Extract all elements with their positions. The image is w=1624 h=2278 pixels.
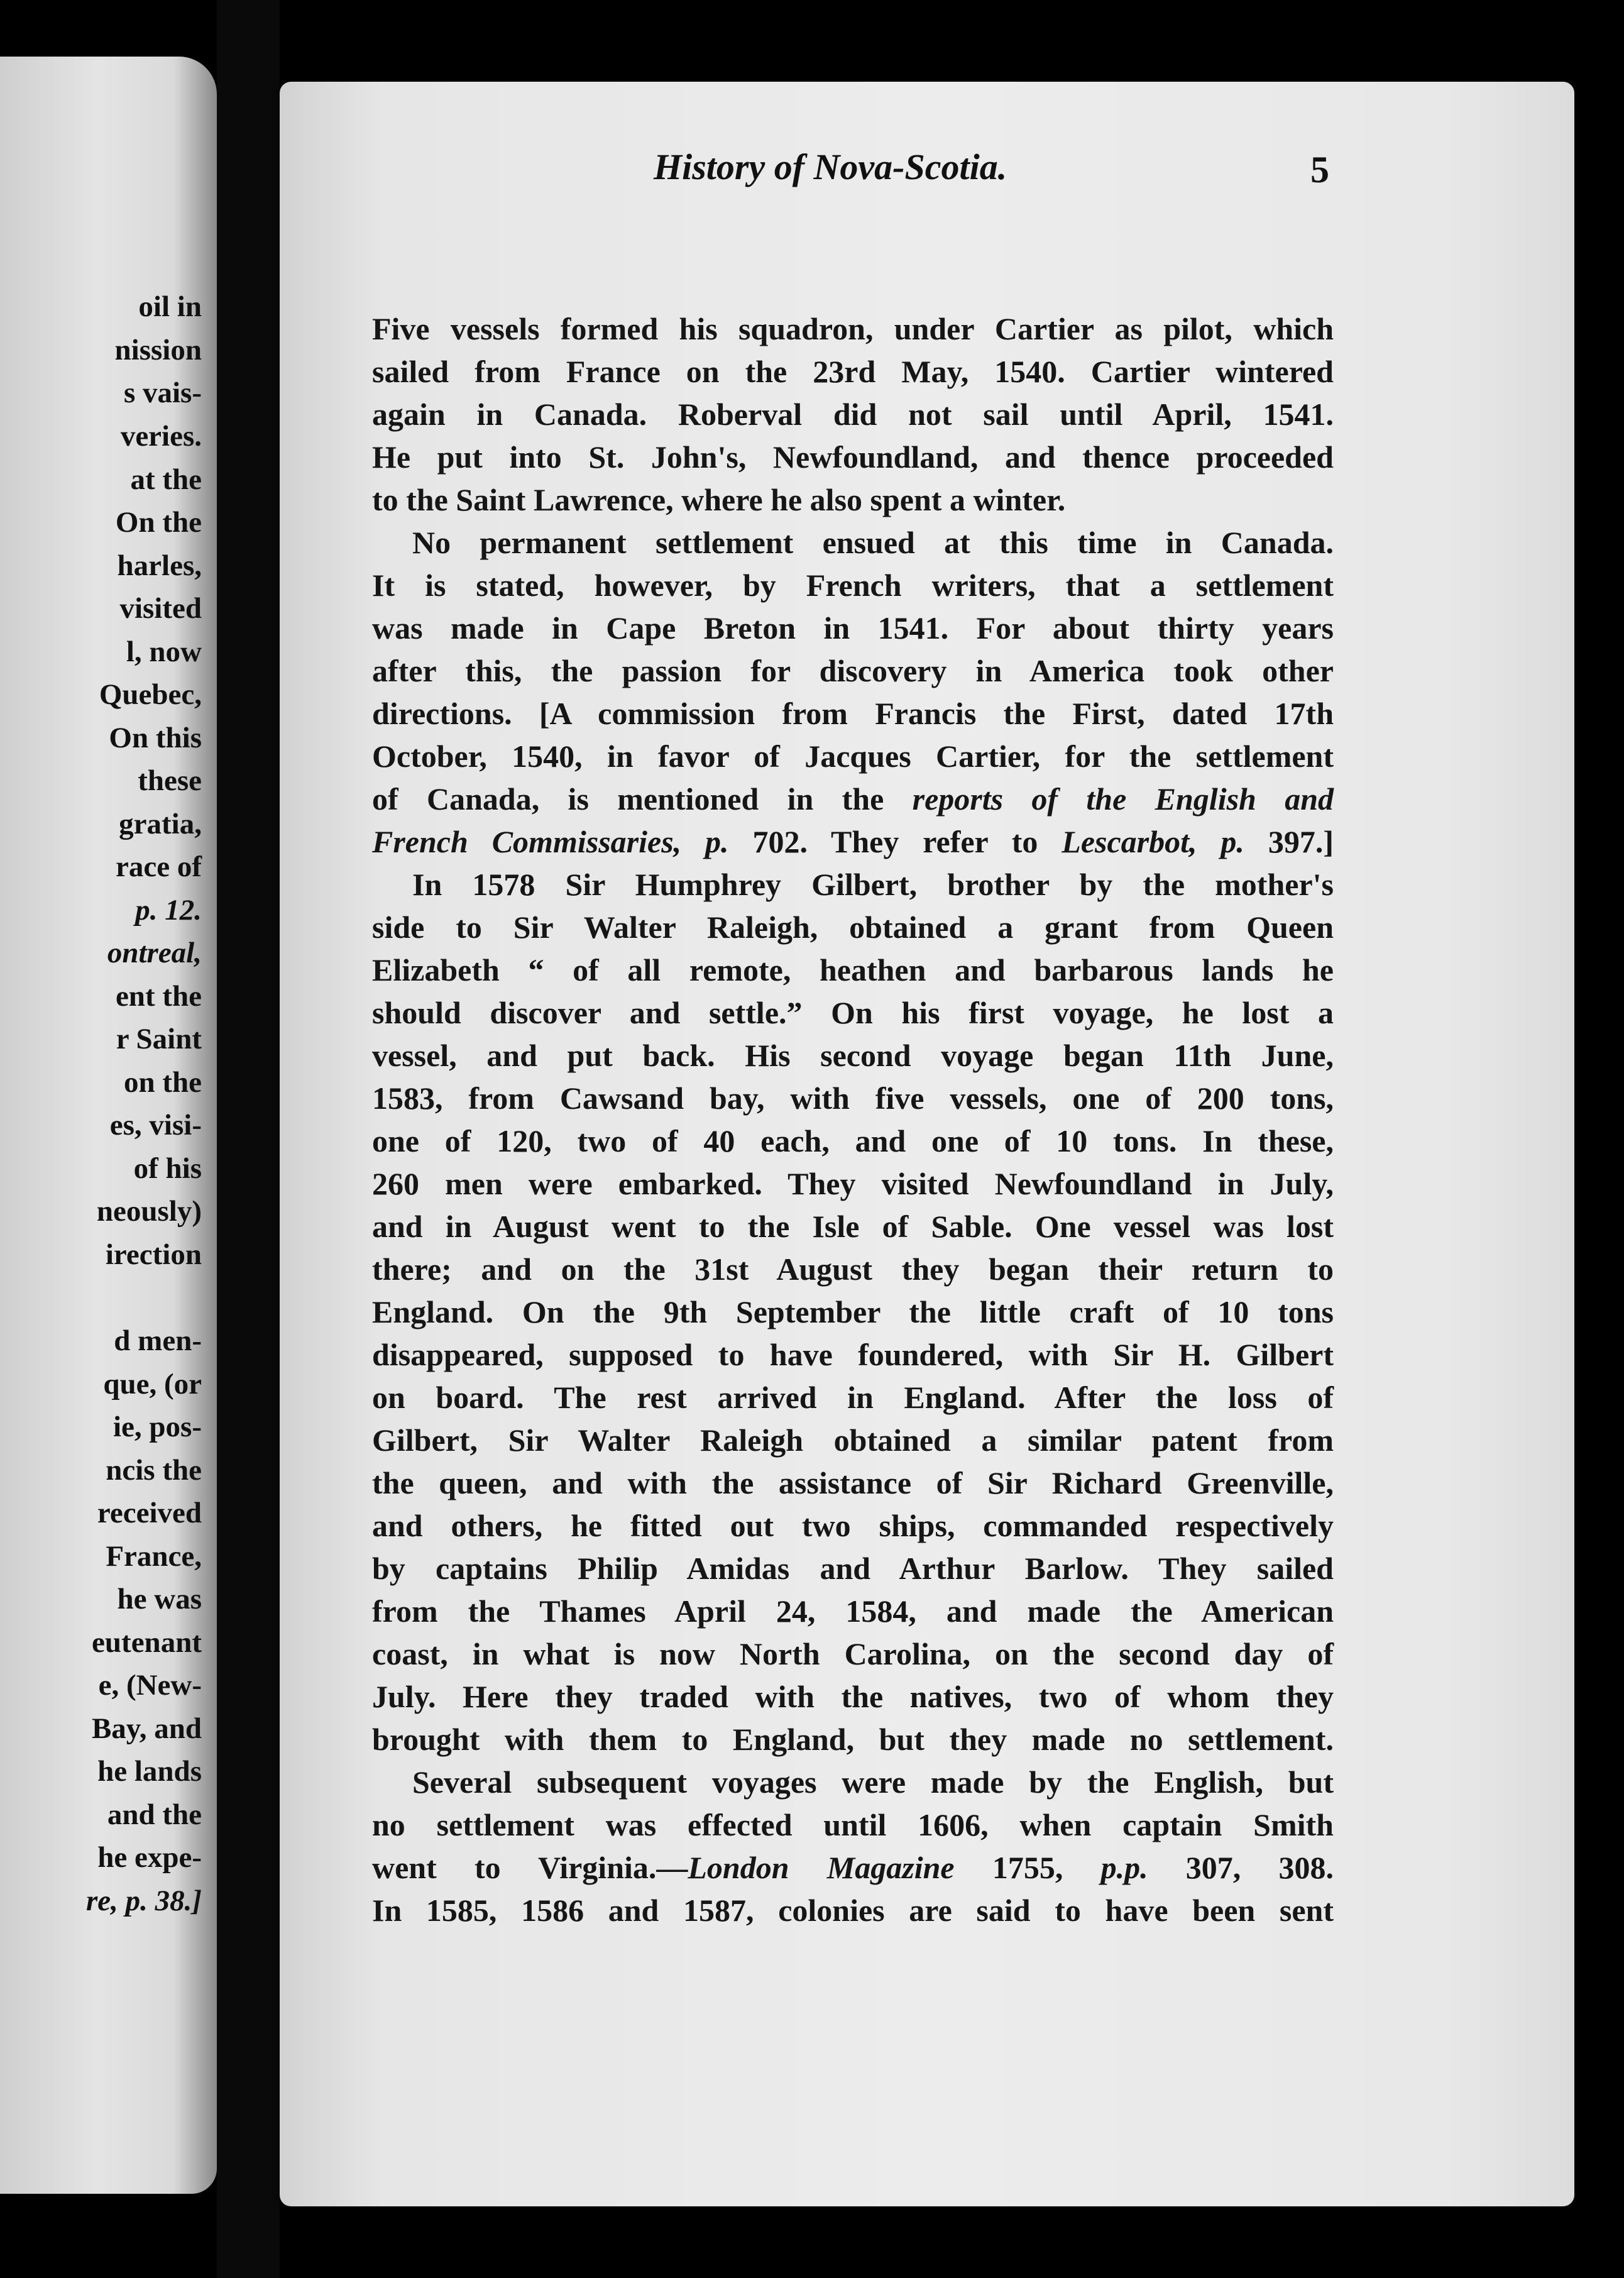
facing-page-line: he was	[117, 1583, 202, 1615]
text-line: vessel, and put back. His second voyage began 11th June,	[372, 1038, 1334, 1073]
book-gutter	[217, 0, 280, 2278]
text-run: 397.]	[1244, 824, 1334, 859]
facing-page-line: ie, pos-	[113, 1411, 202, 1443]
text-line	[372, 826, 1334, 857]
text-line: He put into St. John's, Newfoundland, and thence proceeded	[372, 439, 1334, 475]
page-abbrev: p.p.	[1100, 1850, 1148, 1885]
facing-page-line: re, p. 38.]	[85, 1885, 202, 1917]
facing-page-line: ncis the	[106, 1454, 202, 1487]
facing-page-left	[0, 57, 217, 2194]
text-line: no settlement was effected until 1606, when captain Smith	[372, 1807, 1334, 1842]
text-run: 702. They refer to	[728, 824, 1062, 859]
text-line: disappeared, supposed to have foundered, with Sir H. Gilbert	[372, 1337, 1334, 1372]
text-line	[372, 1852, 1334, 1883]
text-run: 1755,	[954, 1850, 1101, 1885]
facing-page-line: France,	[106, 1540, 202, 1573]
facing-page-line: veries.	[120, 420, 202, 453]
facing-page-line: race of	[116, 850, 202, 883]
facing-page-line: irection	[105, 1238, 202, 1271]
cited-work: French Commissaries, p.	[372, 824, 729, 859]
text-line: by captains Philip Amidas and Arthur Barlow. They sailed	[372, 1551, 1334, 1586]
text-line: on board. The rest arrived in England. After the loss of	[372, 1380, 1334, 1415]
text-line: 260 men were embarked. They visited Newfoundland in July,	[372, 1166, 1334, 1201]
facing-page-line: these	[138, 764, 202, 797]
text-line: England. On the 9th September the little craft of 10 tons	[372, 1294, 1334, 1329]
facing-page-line: visited	[119, 592, 202, 625]
facing-page-line: gratia,	[119, 808, 202, 840]
text-line: should discover and settle.” On his first voyage, he lost a	[372, 995, 1334, 1030]
cited-work: London Magazine	[688, 1850, 955, 1885]
text-line: from the Thames April 24, 1584, and made the American	[372, 1593, 1334, 1629]
text-line: there; and on the 31st August they began their return to	[372, 1252, 1334, 1287]
text-line: again in Canada. Roberval did not sail until April, 1541.	[372, 397, 1334, 432]
text-line: to the Saint Lawrence, where he also spent a winter.	[372, 482, 1066, 517]
text-line: It is stated, however, by French writers, that a settlement	[372, 568, 1334, 603]
text-line: Elizabeth “ of all remote, heathen and barbarous lands he	[372, 952, 1334, 988]
facing-page-line: e, (New-	[98, 1669, 202, 1702]
facing-page-line: and the	[107, 1798, 202, 1831]
text-line: was made in Cape Breton in 1541. For about thirty years	[372, 610, 1334, 646]
text-run: 307, 308.	[1148, 1850, 1334, 1885]
facing-page-line: nission	[114, 334, 202, 366]
text-line: No permanent settlement ensued at this time in Canada.	[412, 525, 1334, 560]
cited-work: reports of the English and	[912, 781, 1334, 817]
facing-page-line: es, visi-	[109, 1109, 202, 1142]
text-line: and others, he fitted out two ships, commanded respectively	[372, 1508, 1334, 1543]
facing-page-line: on the	[123, 1066, 202, 1099]
text-run: went to Virginia.—	[372, 1850, 688, 1885]
text-line: after this, the passion for discovery in America took other	[372, 653, 1334, 688]
facing-page-line: eutenant	[92, 1626, 202, 1659]
text-line: directions. [A commission from Francis the First, dated 17th	[372, 696, 1334, 731]
facing-page-line: of his	[133, 1152, 202, 1185]
facing-page-line: que, (or	[103, 1368, 202, 1400]
running-title: History of Nova-Scotia.	[654, 146, 1007, 187]
facing-page-line: oil in	[138, 290, 202, 323]
text-line: side to Sir Walter Raleigh, obtained a grant from Queen	[372, 910, 1334, 945]
facing-page-line: ent the	[115, 980, 202, 1013]
cited-work: Lescarbot, p.	[1062, 824, 1244, 859]
text-line: 1583, from Cawsand bay, with five vessels, one of 200 tons,	[372, 1081, 1334, 1116]
facing-page-line: On the	[115, 506, 202, 539]
text-line: July. Here they traded with the natives, two of whom they	[372, 1679, 1334, 1714]
text-line: coast, in what is now North Carolina, on the second day of	[372, 1636, 1334, 1671]
facing-page-line: at the	[130, 463, 202, 496]
text-line: In 1585, 1586 and 1587, colonies are said to have been sent	[372, 1893, 1334, 1928]
facing-page-line: harles,	[117, 549, 202, 582]
facing-page-line: On this	[109, 722, 202, 754]
text-line: and in August went to the Isle of Sable. One vessel was lost	[372, 1209, 1334, 1244]
text-run: of Canada, is mentioned in the	[372, 781, 913, 817]
text-line: one of 120, two of 40 each, and one of 10 tons. In these,	[372, 1123, 1334, 1158]
text-line: Five vessels formed his squadron, under Cartier as pilot, which	[372, 311, 1334, 346]
facing-page-line: neously)	[96, 1195, 202, 1228]
text-line	[372, 783, 1334, 815]
text-line: brought with them to England, but they made no settlement.	[372, 1722, 1334, 1757]
facing-page-line: Bay, and	[91, 1712, 202, 1745]
facing-page-line: s vais-	[123, 377, 202, 409]
facing-page-line: r Saint	[116, 1023, 202, 1055]
facing-page-line: Quebec,	[99, 678, 202, 711]
text-line: the queen, and with the assistance of Sir Richard Greenville,	[372, 1465, 1334, 1500]
facing-page-line: p. 12.	[135, 894, 202, 927]
facing-page-line: ontreal,	[107, 937, 202, 969]
text-line: In 1578 Sir Humphrey Gilbert, brother by the mother's	[412, 867, 1334, 902]
text-line: sailed from France on the 23rd May, 1540. Cartier wintered	[372, 354, 1334, 389]
text-line: Gilbert, Sir Walter Raleigh obtained a similar patent from	[372, 1422, 1334, 1458]
facing-page-line: d men-	[114, 1324, 202, 1357]
page-number: 5	[1310, 149, 1329, 190]
facing-page-line: he lands	[97, 1755, 202, 1788]
text-line: October, 1540, in favor of Jacques Cartier, for the settlement	[372, 739, 1334, 774]
facing-page-line: received	[97, 1497, 202, 1529]
text-line: Several subsequent voyages were made by the English, but	[412, 1764, 1334, 1800]
facing-page-line: l, now	[126, 636, 202, 668]
facing-page-line: he expe-	[97, 1841, 202, 1874]
